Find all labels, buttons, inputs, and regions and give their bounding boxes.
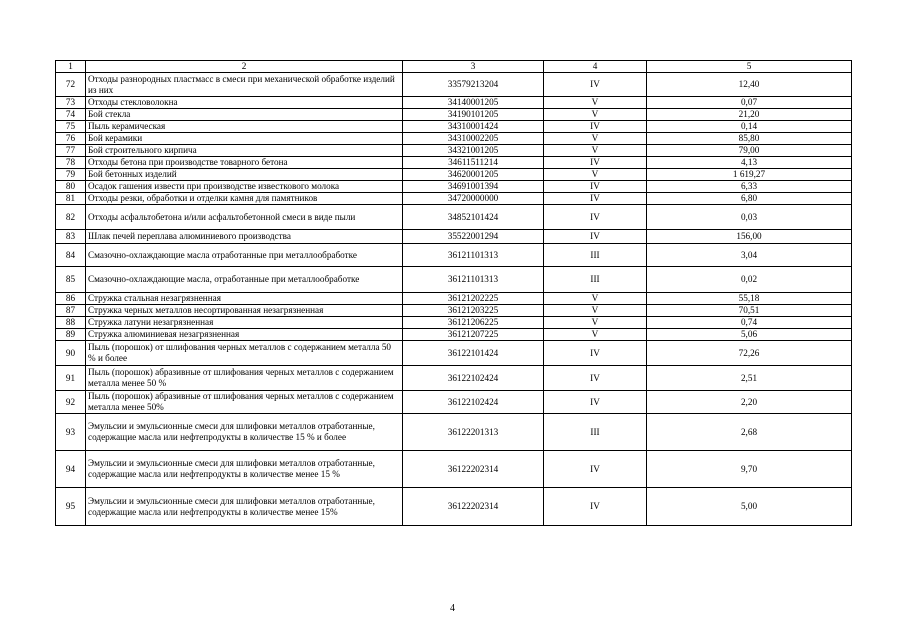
waste-amount: 1 619,27 [647,169,852,181]
hazard-class: V [544,169,647,181]
waste-amount: 5,00 [647,488,852,526]
hazard-class: IV [544,391,647,414]
waste-name: Смазочно-охлаждающие масла, отработанные при металлообработке [86,267,403,293]
fkko-code: 36122101424 [403,341,544,366]
row-number: 80 [56,181,86,193]
fkko-code: 34321001205 [403,145,544,157]
waste-amount: 2,51 [647,366,852,391]
waste-amount: 156,00 [647,230,852,244]
table-row [56,230,852,244]
row-number: 93 [56,414,86,451]
table-row [56,414,852,451]
hazard-class: III [544,267,647,293]
page-number: 4 [450,603,455,614]
row-number: 94 [56,451,86,488]
row-number: 86 [56,293,86,305]
waste-name: Пыль керамическая [86,121,403,133]
table-row [56,293,852,305]
fkko-code: 35522001294 [403,230,544,244]
row-number: 91 [56,366,86,391]
waste-amount: 3,04 [647,244,852,267]
table-row [56,181,852,193]
hazard-class: V [544,133,647,145]
waste-name: Осадок гашения извести при производстве известкового молока [86,181,403,193]
waste-name: Эмульсии и эмульсионные смеси для шлифовки металлов отработанные, содержащие масла или нефтепродукты в количестве менее 15 % [86,451,403,488]
table-row [56,133,852,145]
fkko-code: 34310002205 [403,133,544,145]
waste-name: Пыль (порошок) абразивные от шлифования черных металлов с содержанием металла менее 50 % [86,366,403,391]
fkko-code: 36121202225 [403,293,544,305]
table-row [56,267,852,293]
waste-name: Стружка алюминиевая незагрязненная [86,329,403,341]
fkko-code: 34620001205 [403,169,544,181]
waste-amount: 70,51 [647,305,852,317]
waste-table [55,60,852,526]
waste-name: Эмульсии и эмульсионные смеси для шлифовки металлов отработанные, содержащие масла или нефтепродукты в количестве менее 15% [86,488,403,526]
waste-name: Отходы резки, обработки и отделки камня для памятников [86,193,403,205]
table-row [56,329,852,341]
waste-name: Стружка черных металлов несортированная незагрязненная [86,305,403,317]
hazard-class: IV [544,73,647,97]
hazard-class: IV [544,157,647,169]
header-cell: 2 [86,61,403,73]
waste-amount: 79,00 [647,145,852,157]
waste-name: Отходы асфальтобетона и/или асфальтобетонной смеси в виде пыли [86,205,403,230]
row-number: 76 [56,133,86,145]
waste-amount: 2,68 [647,414,852,451]
hazard-class: IV [544,205,647,230]
row-number: 88 [56,317,86,329]
waste-name: Бой строительного кирпича [86,145,403,157]
fkko-code: 36122202314 [403,488,544,526]
table-row [56,341,852,366]
fkko-code: 34691001394 [403,181,544,193]
fkko-code: 34720000000 [403,193,544,205]
fkko-code: 36121101313 [403,244,544,267]
fkko-code: 34310001424 [403,121,544,133]
row-number: 84 [56,244,86,267]
hazard-class: V [544,109,647,121]
waste-amount: 9,70 [647,451,852,488]
table-row [56,169,852,181]
row-number: 90 [56,341,86,366]
row-number: 77 [56,145,86,157]
row-number: 75 [56,121,86,133]
table-body [56,61,852,526]
waste-name: Бой бетонных изделий [86,169,403,181]
row-number: 78 [56,157,86,169]
waste-amount: 85,80 [647,133,852,145]
fkko-code: 36121101313 [403,267,544,293]
hazard-class: IV [544,230,647,244]
row-number: 72 [56,73,86,97]
waste-amount: 6,33 [647,181,852,193]
hazard-class: IV [544,341,647,366]
waste-amount: 5,06 [647,329,852,341]
waste-name: Стружка латуни незагрязненная [86,317,403,329]
waste-amount: 0,14 [647,121,852,133]
row-number: 83 [56,230,86,244]
waste-amount: 0,74 [647,317,852,329]
hazard-class: III [544,414,647,451]
hazard-class: V [544,317,647,329]
table-row [56,73,852,97]
table-row [56,244,852,267]
row-number: 82 [56,205,86,230]
row-number: 85 [56,267,86,293]
fkko-code: 33579213204 [403,73,544,97]
hazard-class: IV [544,193,647,205]
hazard-class: V [544,329,647,341]
table-row [56,451,852,488]
row-number: 89 [56,329,86,341]
table-row [56,488,852,526]
row-number: 74 [56,109,86,121]
table-row [56,391,852,414]
waste-amount: 2,20 [647,391,852,414]
row-number: 95 [56,488,86,526]
hazard-class: IV [544,451,647,488]
waste-name: Бой стекла [86,109,403,121]
fkko-code: 36122102424 [403,366,544,391]
table-row [56,145,852,157]
hazard-class: V [544,97,647,109]
waste-amount: 6,80 [647,193,852,205]
table-row [56,305,852,317]
header-cell: 4 [544,61,647,73]
fkko-code: 36122201313 [403,414,544,451]
hazard-class: IV [544,181,647,193]
row-number: 87 [56,305,86,317]
waste-amount: 0,03 [647,205,852,230]
waste-name: Отходы разнородных пластмасс в смеси при механической обработке изделий из них [86,73,403,97]
fkko-code: 36121206225 [403,317,544,329]
waste-amount: 55,18 [647,293,852,305]
row-number: 79 [56,169,86,181]
header-cell: 1 [56,61,86,73]
header-cell: 5 [647,61,852,73]
table-row [56,366,852,391]
header-cell: 3 [403,61,544,73]
waste-name: Пыль (порошок) абразивные от шлифования черных металлов с содержанием металла менее 50% [86,391,403,414]
fkko-code: 36122202314 [403,451,544,488]
row-number: 81 [56,193,86,205]
header-row [56,61,852,73]
waste-name: Эмульсии и эмульсионные смеси для шлифовки металлов отработанные, содержащие масла или нефтепродукты в количестве 15 % и более [86,414,403,451]
waste-name: Отходы бетона при производстве товарного бетона [86,157,403,169]
table-row [56,109,852,121]
waste-amount: 0,07 [647,97,852,109]
hazard-class: V [544,305,647,317]
hazard-class: V [544,145,647,157]
waste-amount: 12,40 [647,73,852,97]
hazard-class: IV [544,366,647,391]
hazard-class: IV [544,488,647,526]
fkko-code: 34190101205 [403,109,544,121]
waste-amount: 4,13 [647,157,852,169]
table-row [56,193,852,205]
row-number: 73 [56,97,86,109]
waste-amount: 21,20 [647,109,852,121]
waste-name: Бой керамики [86,133,403,145]
fkko-code: 34611511214 [403,157,544,169]
row-number: 92 [56,391,86,414]
fkko-code: 36121203225 [403,305,544,317]
waste-name: Пыль (порошок) от шлифования черных металлов с содержанием металла 50 % и более [86,341,403,366]
fkko-code: 36122102424 [403,391,544,414]
hazard-class: IV [544,121,647,133]
waste-name: Стружка стальная незагрязненная [86,293,403,305]
hazard-class: V [544,293,647,305]
waste-name: Отходы стекловолокна [86,97,403,109]
table-row [56,97,852,109]
fkko-code: 34852101424 [403,205,544,230]
table-row [56,205,852,230]
hazard-class: III [544,244,647,267]
table-row [56,317,852,329]
fkko-code: 34140001205 [403,97,544,109]
table-row [56,121,852,133]
table-row [56,157,852,169]
waste-name: Смазочно-охлаждающие масла отработанные при металлообработке [86,244,403,267]
waste-amount: 72,26 [647,341,852,366]
fkko-code: 36121207225 [403,329,544,341]
waste-amount: 0,02 [647,267,852,293]
waste-name: Шлак печей переплава алюминиевого производства [86,230,403,244]
